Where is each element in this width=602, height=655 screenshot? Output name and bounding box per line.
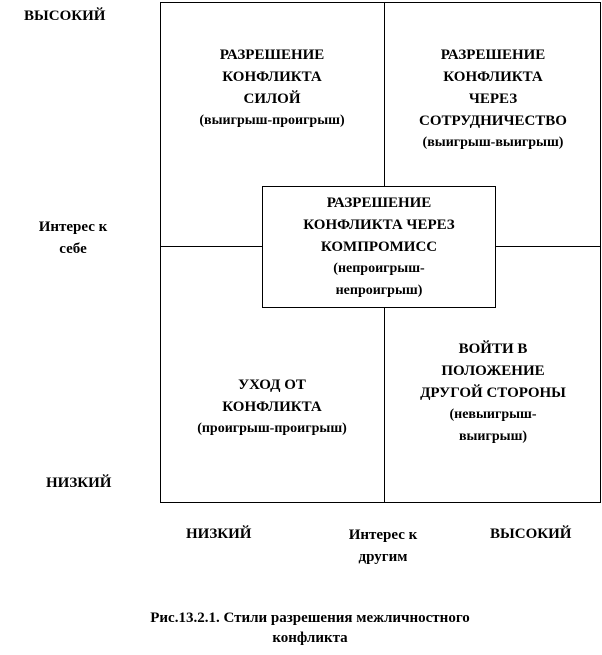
- quadrant-avoidance-subtitle: (проигрыш-проигрыш): [197, 421, 347, 436]
- quadrant-cooperation-title-1: РАЗРЕШЕНИЕ: [440, 47, 546, 63]
- y-axis-low-label: НИЗКИЙ: [46, 475, 112, 491]
- quadrant-avoidance: [160, 374, 384, 440]
- quadrant-accommodation: [385, 338, 601, 448]
- quadrant-accommodation-title-3: ДРУГОЙ СТОРОНЫ: [420, 385, 566, 401]
- quadrant-compromise-subtitle-1: (непроигрыш-: [333, 261, 425, 276]
- horizontal-divider-right: [496, 246, 601, 247]
- quadrant-force-title-1: РАЗРЕШЕНИЕ: [219, 47, 325, 63]
- y-axis-title: [18, 216, 128, 260]
- quadrant-force-subtitle: (выигрыш-проигрыш): [199, 113, 345, 128]
- quadrant-cooperation-title-3: ЧЕРЕЗ: [468, 91, 518, 107]
- quadrant-force-title-3: СИЛОЙ: [243, 91, 301, 107]
- quadrant-force: [160, 44, 384, 132]
- quadrant-accommodation-title-1: ВОЙТИ В: [458, 341, 528, 357]
- quadrant-compromise-title-2: КОНФЛИКТА ЧЕРЕЗ: [303, 217, 455, 233]
- x-axis-title: [326, 524, 440, 568]
- quadrant-avoidance-title-2: КОНФЛИКТА: [222, 399, 322, 415]
- quadrant-avoidance-title-1: УХОД ОТ: [238, 377, 306, 393]
- quadrant-compromise: [262, 186, 496, 308]
- x-axis-title-line-1: Интерес к: [348, 527, 418, 543]
- quadrant-compromise-title-1: РАЗРЕШЕНИЕ: [326, 195, 432, 211]
- quadrant-accommodation-title-2: ПОЛОЖЕНИЕ: [441, 363, 545, 379]
- quadrant-accommodation-subtitle-1: (невыигрыш-: [449, 407, 537, 422]
- horizontal-divider-left: [160, 246, 262, 247]
- figure-caption-line-1: Рис.13.2.1. Стили разрешения межличностного: [150, 610, 470, 626]
- quadrant-cooperation-subtitle: (выигрыш-выигрыш): [422, 135, 564, 150]
- quadrant-force-title-2: КОНФЛИКТА: [222, 69, 322, 85]
- quadrant-cooperation-title-4: СОТРУДНИЧЕСТВО: [419, 113, 567, 129]
- y-axis-title-line-1: Интерес к: [38, 219, 108, 235]
- x-axis-low-label: НИЗКИЙ: [186, 526, 252, 542]
- quadrant-compromise-subtitle-2: непроигрыш): [335, 283, 423, 298]
- y-axis-high-label: ВЫСОКИЙ: [24, 8, 106, 24]
- figure-caption: [100, 608, 520, 648]
- x-axis-title-line-2: другим: [358, 549, 408, 565]
- quadrant-cooperation: [385, 44, 601, 154]
- quadrant-compromise-title-3: КОМПРОМИСС: [320, 239, 438, 255]
- quadrant-accommodation-subtitle-2: выигрыш): [458, 429, 528, 444]
- figure-caption-line-2: конфликта: [272, 630, 348, 646]
- y-axis-title-line-2: себе: [59, 241, 87, 257]
- x-axis-high-label: ВЫСОКИЙ: [490, 526, 572, 542]
- quadrant-cooperation-title-2: КОНФЛИКТА: [443, 69, 543, 85]
